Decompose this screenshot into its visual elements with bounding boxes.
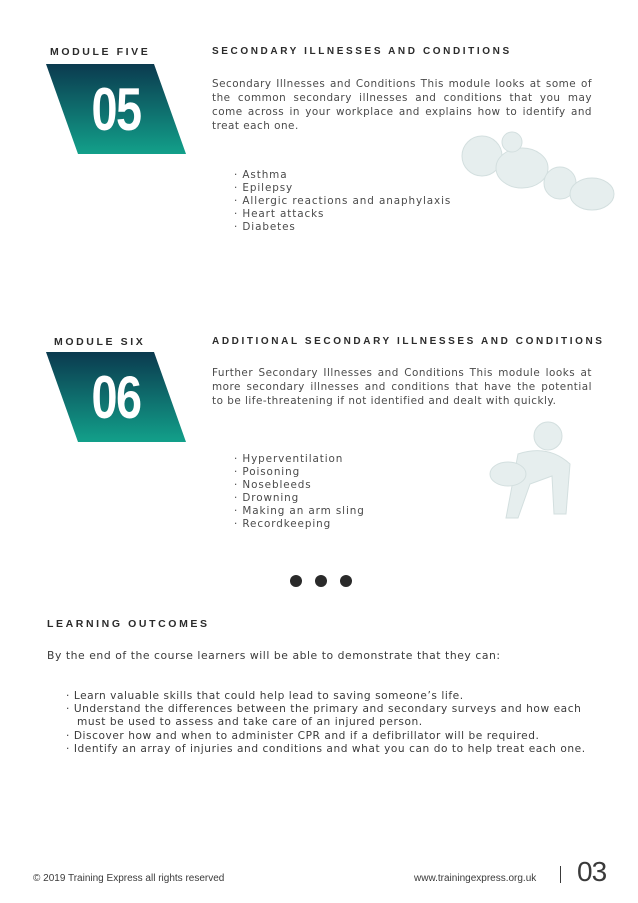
- list-item: · Allergic reactions and anaphylaxis: [234, 195, 451, 208]
- list-item: · Understand the differences between the primary and secondary surveys and how each must be used to assess and take care of an injured person.: [66, 703, 586, 729]
- list-item: · Recordkeeping: [234, 518, 365, 531]
- list-item: · Nosebleeds: [234, 479, 365, 492]
- list-item: · Diabetes: [234, 221, 451, 234]
- separator-dot: [340, 575, 352, 587]
- learning-outcomes-heading: LEARNING OUTCOMES: [47, 618, 210, 630]
- module-six-badge: [46, 352, 186, 442]
- learning-outcomes-list: [66, 690, 586, 756]
- module-six-title: ADDITIONAL SECONDARY ILLNESSES AND CONDITIONS: [212, 336, 605, 347]
- page-number: 03: [577, 856, 607, 887]
- list-item: · Heart attacks: [234, 208, 451, 221]
- first-aid-illustration: [452, 128, 622, 220]
- module-five-badge: [46, 64, 186, 154]
- list-item: · Making an arm sling: [234, 505, 365, 518]
- module-six-topics: [234, 453, 365, 531]
- module-six-number: 06: [91, 363, 141, 431]
- module-six-description: Further Secondary Illnesses and Conditions This module looks at more secondary illnesses and conditions that have the potential to be life-threatening if not identified and dealt with quickly.: [212, 367, 592, 407]
- list-item: · Discover how and when to administer CPR and if a defibrillator will be required.: [66, 730, 586, 743]
- separator-dot: [290, 575, 302, 587]
- learning-outcomes-intro: By the end of the course learners will be able to demonstrate that they can:: [47, 649, 501, 662]
- module-five-title: SECONDARY ILLNESSES AND CONDITIONS: [212, 46, 512, 57]
- person-illustration: [478, 414, 588, 526]
- list-item: · Poisoning: [234, 466, 365, 479]
- list-item: · Asthma: [234, 169, 451, 182]
- footer-divider: [560, 866, 561, 883]
- list-item: · Identify an array of injuries and conditions and what you can do to help treat each one.: [66, 743, 586, 756]
- module-five-label: MODULE FIVE: [50, 46, 151, 58]
- list-item: · Epilepsy: [234, 182, 451, 195]
- module-five-topics: [234, 169, 451, 234]
- module-six-label: MODULE SIX: [54, 336, 146, 348]
- list-item: · Drowning: [234, 492, 365, 505]
- list-item: · Hyperventilation: [234, 453, 365, 466]
- copyright-text: © 2019 Training Express all rights reserved: [33, 873, 225, 884]
- website-link[interactable]: www.trainingexpress.org.uk: [414, 873, 537, 884]
- list-item: · Learn valuable skills that could help lead to saving someone’s life.: [66, 690, 586, 703]
- module-five-description: Secondary Illnesses and Conditions This module looks at some of the common secondary illnesses and conditions that you may come across in your workplace and explains how to identify and treat each one.: [212, 78, 592, 132]
- separator-dot: [315, 575, 327, 587]
- module-five-number: 05: [91, 75, 141, 143]
